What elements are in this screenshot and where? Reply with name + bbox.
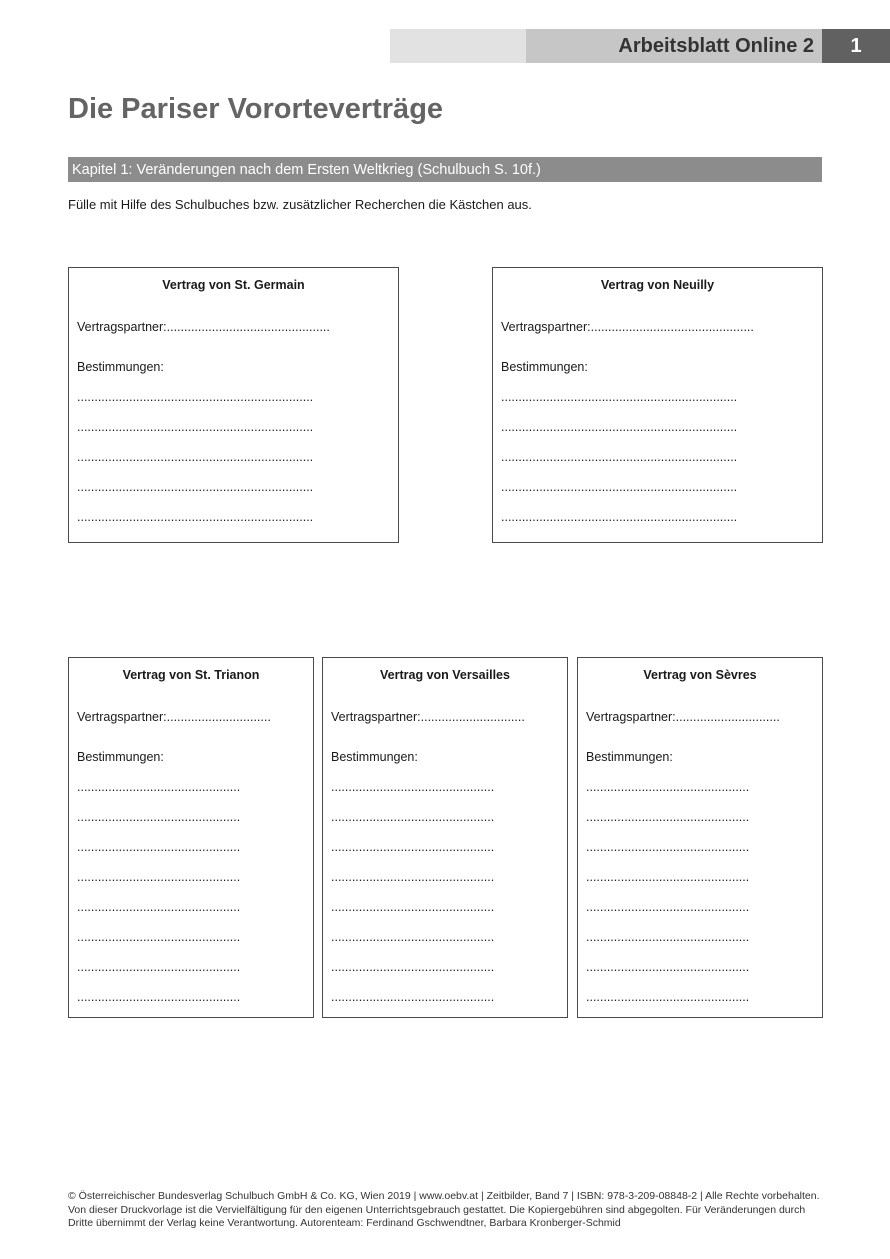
provision-line[interactable]: ...............................................	[331, 990, 495, 1004]
provision-line[interactable]: ...............................................	[331, 870, 495, 884]
treaty-title: Vertrag von Versailles	[380, 668, 510, 682]
provisions-label: Bestimmungen:	[586, 750, 673, 764]
chapter-banner	[68, 157, 822, 182]
treaty-title: Vertrag von Neuilly	[600, 278, 715, 292]
provision-line[interactable]: ...............................................	[586, 930, 750, 944]
provision-line[interactable]: ...............................................	[77, 810, 241, 824]
provision-line[interactable]: ....................................................................	[501, 480, 738, 494]
treaty-title: Vertrag von St. Germain	[162, 278, 305, 292]
provision-line[interactable]: ...............................................	[331, 840, 495, 854]
provision-line[interactable]: ....................................................................	[77, 480, 314, 494]
provision-line[interactable]: ....................................................................	[501, 450, 738, 464]
copyright-footer: © Österreichischer Bundesverlag Schulbuch GmbH & Co. KG, Wien 2019 | www.oebv.at | Zeitbilder, Band 7 | ISBN: 978-3-209-08848-2 | Alle Rechte vorbehalten. Von dieser Druckvorlage ist die Vervielfältigung für den eigenen Unterrichtsgebrauch gestattet. Die Kopiergebühren sind abgegolten. Für Veränderungen durch Dritte übernimmt der Verlag keine Verantwortung. Autorenteam: Ferdinand Gschwendtner, Barbara Kronberger-Schmid	[68, 1190, 820, 1229]
provisions-label: Bestimmungen:	[331, 750, 418, 764]
provision-line[interactable]: ...............................................	[77, 900, 241, 914]
provision-line[interactable]: ...............................................	[331, 930, 495, 944]
partner-field[interactable]: Vertragspartner:...............................................	[501, 320, 754, 334]
provision-line[interactable]: ...............................................	[77, 870, 241, 884]
treaty-title: Vertrag von St. Trianon	[122, 668, 260, 682]
partner-field[interactable]: Vertragspartner:..............................	[77, 710, 271, 724]
page-number: 1	[850, 34, 862, 57]
partner-field[interactable]: Vertragspartner:..............................	[331, 710, 525, 724]
provision-line[interactable]: ...............................................	[331, 810, 495, 824]
partner-field[interactable]: Vertragspartner:...............................................	[77, 320, 330, 334]
provisions-label: Bestimmungen:	[501, 360, 588, 374]
provision-line[interactable]: ....................................................................	[77, 510, 314, 524]
provision-line[interactable]: ....................................................................	[501, 420, 738, 434]
header-bar-light	[390, 29, 526, 63]
treaty-box-st-germain	[68, 267, 399, 543]
provision-line[interactable]: ....................................................................	[77, 420, 314, 434]
page-number-box	[822, 29, 890, 63]
provision-line[interactable]: ...............................................	[586, 990, 750, 1004]
treaty-box-st-trianon	[68, 657, 314, 1018]
instruction-text: Fülle mit Hilfe des Schulbuches bzw. zusätzlicher Recherchen die Kästchen aus.	[68, 197, 532, 212]
provisions-label: Bestimmungen:	[77, 750, 164, 764]
partner-field[interactable]: Vertragspartner:..............................	[586, 710, 780, 724]
provision-line[interactable]: ...............................................	[331, 780, 495, 794]
provision-line[interactable]: ...............................................	[586, 840, 750, 854]
provision-line[interactable]: ....................................................................	[77, 390, 314, 404]
provision-line[interactable]: ...............................................	[77, 840, 241, 854]
treaty-title: Vertrag von Sèvres	[643, 668, 757, 682]
provision-line[interactable]: ...............................................	[331, 900, 495, 914]
provision-line[interactable]: ...............................................	[77, 990, 241, 1004]
provision-line[interactable]: ...............................................	[586, 870, 750, 884]
treaty-box-versailles	[322, 657, 568, 1018]
treaty-box-sevres	[577, 657, 823, 1018]
provisions-label: Bestimmungen:	[77, 360, 164, 374]
provision-line[interactable]: ...............................................	[77, 930, 241, 944]
chapter-title: Kapitel 1: Veränderungen nach dem Ersten Weltkrieg (Schulbuch S. 10f.)	[72, 161, 541, 178]
provision-line[interactable]: ....................................................................	[77, 450, 314, 464]
provision-line[interactable]: ...............................................	[586, 900, 750, 914]
worksheet-label: Arbeitsblatt Online 2	[618, 34, 814, 57]
treaty-box-neuilly	[492, 267, 823, 543]
provision-line[interactable]: ....................................................................	[501, 390, 738, 404]
page-title: Die Pariser Vororteverträge	[68, 93, 444, 125]
worksheet-label-bar	[526, 29, 822, 63]
provision-line[interactable]: ...............................................	[586, 780, 750, 794]
provision-line[interactable]: ...............................................	[331, 960, 495, 974]
provision-line[interactable]: ....................................................................	[501, 510, 738, 524]
provision-line[interactable]: ...............................................	[77, 960, 241, 974]
provision-line[interactable]: ...............................................	[586, 810, 750, 824]
provision-line[interactable]: ...............................................	[586, 960, 750, 974]
provision-line[interactable]: ...............................................	[77, 780, 241, 794]
